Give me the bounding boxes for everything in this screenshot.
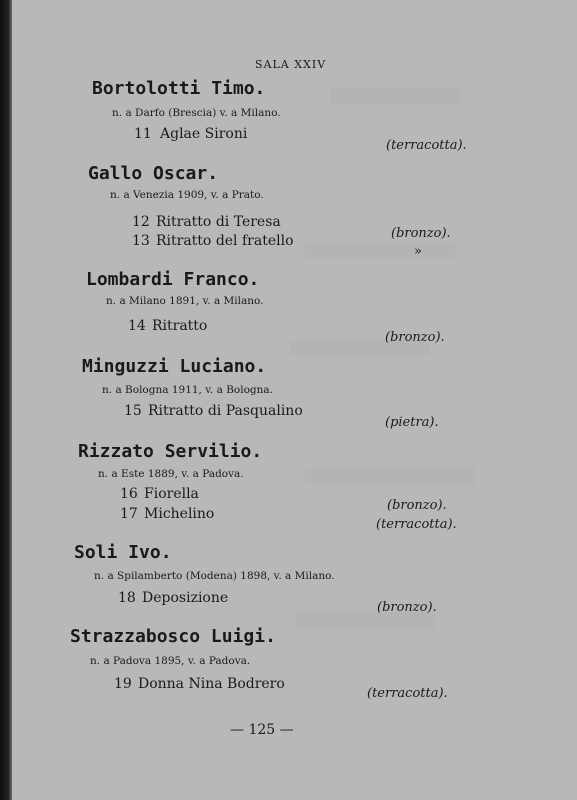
artist-bio: n. a Bologna 1911, v. a Bologna. (102, 384, 273, 396)
book-binding-shadow (0, 0, 12, 800)
artist-bio: n. a Spilamberto (Modena) 1898, v. a Milano. (94, 570, 335, 582)
work-title: Ritratto (152, 318, 208, 334)
artist-bio: n. a Milano 1891, v. a Milano. (106, 295, 264, 307)
work-title: Fiorella (144, 486, 199, 502)
room-header: SALA XXIV (255, 58, 327, 71)
work-material: (bronzo). (387, 498, 447, 513)
work-title: Ritratto del fratello (156, 233, 294, 249)
artist-name: Soli Ivo. (74, 542, 172, 563)
work-material-ditto: » (414, 244, 422, 259)
artist-bio: n. a Darfo (Brescia) v. a Milano. (112, 107, 281, 119)
artist-name: Rizzato Servilio. (78, 441, 263, 462)
page-number: — 125 — (230, 722, 294, 738)
work-number: 15 (124, 403, 142, 419)
bleed-through-ghost (305, 468, 475, 484)
artist-bio: n. a Padova 1895, v. a Padova. (90, 655, 251, 667)
work-number: 11 (134, 126, 152, 142)
artist-name: Lombardi Franco. (86, 269, 260, 290)
work-material: (bronzo). (377, 600, 437, 615)
artist-bio: n. a Venezia 1909, v. a Prato. (110, 189, 264, 201)
work-title: Michelino (144, 506, 215, 522)
work-number: 16 (120, 486, 138, 502)
work-number: 14 (128, 318, 146, 334)
work-number: 12 (132, 214, 150, 230)
artist-name: Strazzabosco Luigi. (70, 626, 276, 647)
artist-bio: n. a Este 1889, v. a Padova. (98, 468, 244, 480)
work-material: (bronzo). (391, 226, 451, 241)
work-material: (pietra). (385, 415, 439, 430)
bleed-through-ghost (305, 242, 455, 258)
bleed-through-ghost (330, 88, 460, 104)
work-material: (terracotta). (367, 686, 448, 701)
work-number: 13 (132, 233, 150, 249)
work-title: Deposizione (142, 590, 229, 606)
work-material: (bronzo). (385, 330, 445, 345)
work-material: (terracotta). (386, 138, 467, 153)
artist-name: Bortolotti Timo. (92, 78, 266, 99)
work-number: 17 (120, 506, 138, 522)
work-title: Ritratto di Pasqualino (148, 403, 303, 419)
work-title: Donna Nina Bodrero (138, 676, 285, 692)
artist-name: Minguzzi Luciano. (82, 356, 267, 377)
work-number: 19 (114, 676, 132, 692)
work-material: (terracotta). (376, 517, 457, 532)
work-title: Ritratto di Teresa (156, 214, 281, 230)
work-number: 18 (118, 590, 136, 606)
artist-name: Gallo Oscar. (88, 163, 219, 184)
work-title: Aglae Sironi (160, 126, 248, 142)
